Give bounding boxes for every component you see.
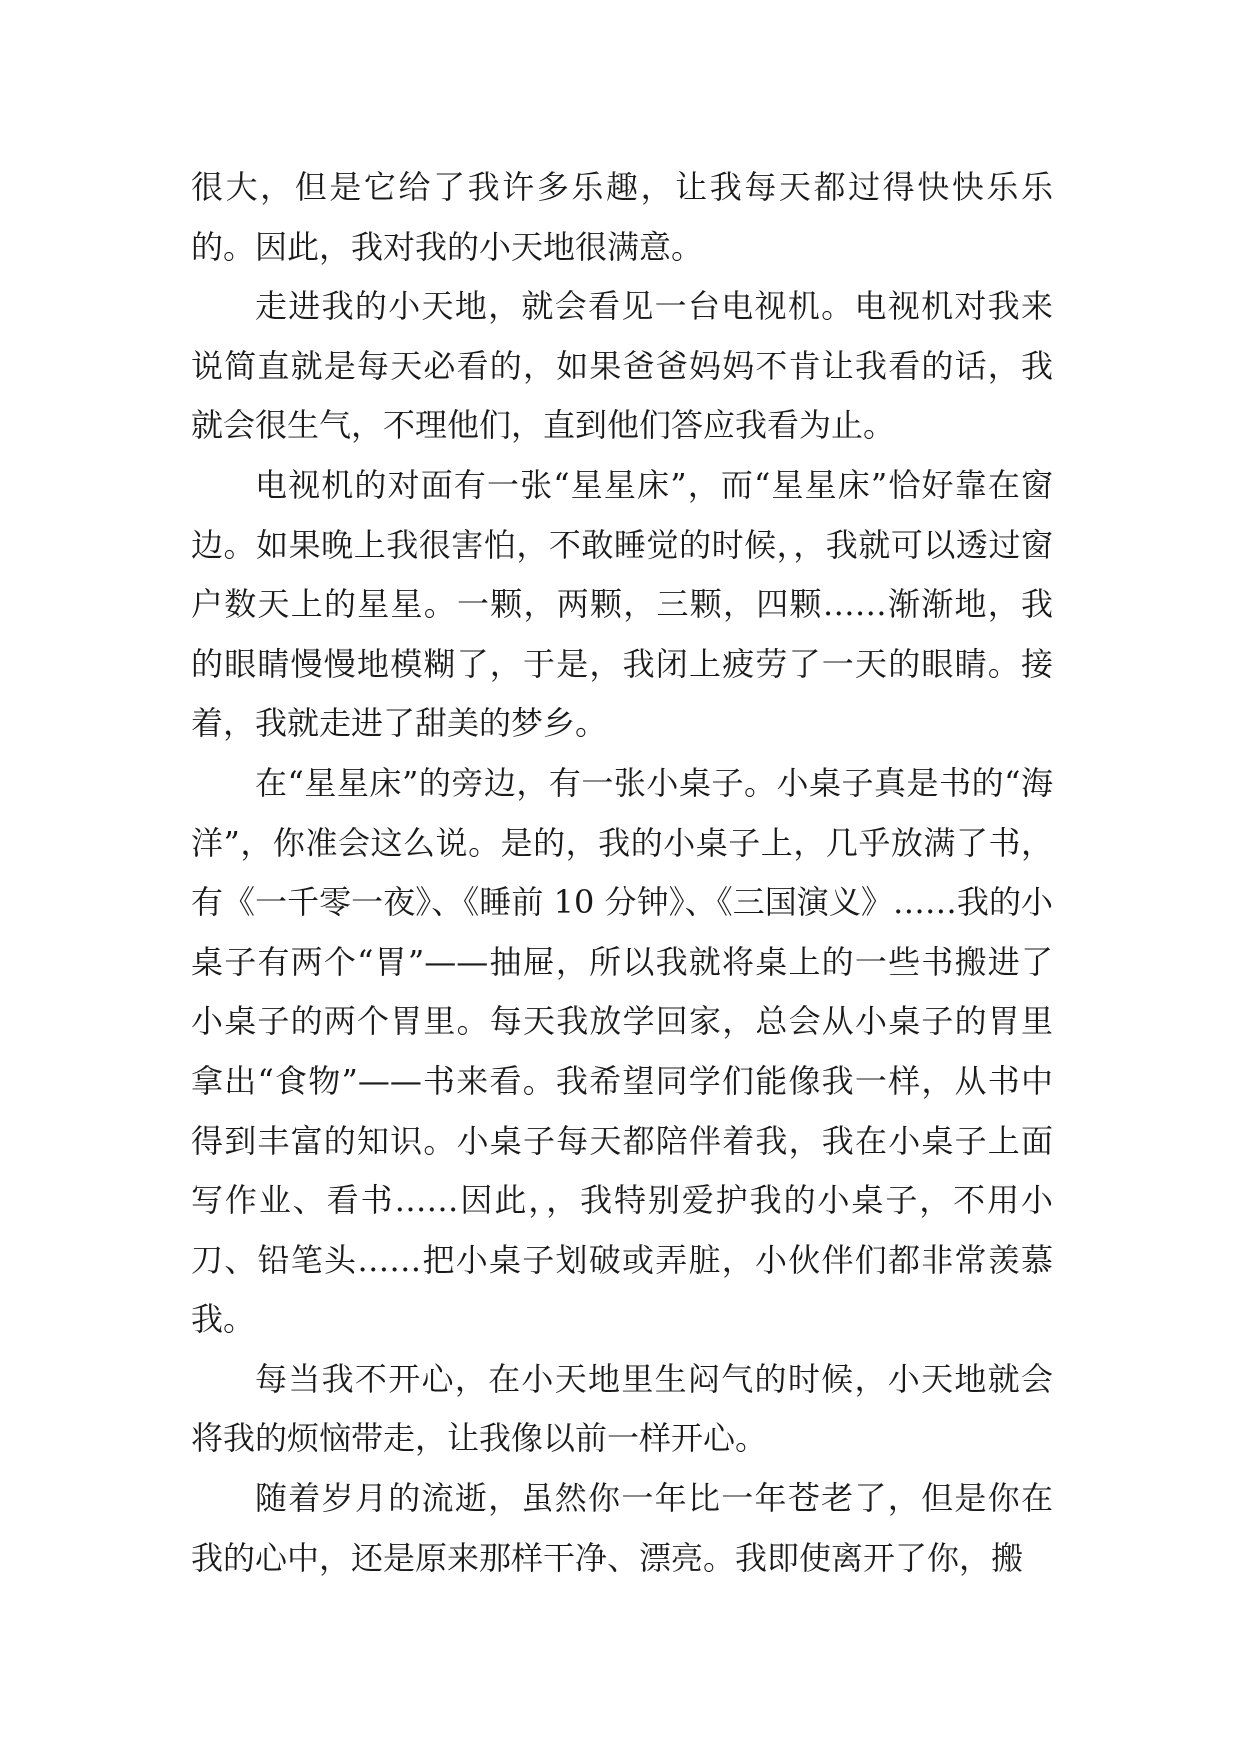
paragraph-6: 随着岁月的流逝，虽然你一年比一年苍老了，但是你在我的心中，还是原来那样干净、漂亮。我即使离开了你，搬 bbox=[191, 1479, 1053, 1577]
document-body bbox=[191, 158, 1053, 1588]
paragraph-4: 在“星星床”的旁边，有一张小桌子。小桌子真是书的“海洋”，你准会这么说。是的，我的小桌子上，几乎放满了书，有《一千零一夜》、《睡前 10 分钟》、《三国演义》……我的小桌子有两个“胃”——抽屉，所以我就将桌上的一些书搬进了小桌子的两个胃里。每天我放学回家，总会从小桌子的胃里拿出“食物”——书来看。我希望同学们能像我一样，从书中得到丰富的知识。小桌子每天都陪伴着我，我在小桌子上面写作业、看书……因此，，我特别爱护我的小桌子，不用小刀、铅笔头……把小桌子划破或弄脏，小伙伴们都非常羡慕我。 bbox=[191, 763, 1053, 1339]
paragraph-1: 很大，但是它给了我许多乐趣，让我每天都过得快快乐乐的。因此，我对我的小天地很满意。 bbox=[191, 168, 1053, 266]
paragraph-2: 走进我的小天地，就会看见一台电视机。电视机对我来说简直就是每天必看的，如果爸爸妈妈不肯让我看的话，我就会很生气，不理他们，直到他们答应我看为止。 bbox=[191, 287, 1053, 445]
paragraph-3: 电视机的对面有一张“星星床”，而“星星床”恰好靠在窗边。如果晚上我很害怕，不敢睡觉的时候，，我就可以透过窗户数天上的星星。一颗，两颗，三颗，四颗……渐渐地，我的眼睛慢慢地模糊了，于是，我闭上疲劳了一天的眼睛。接着，我就走进了甜美的梦乡。 bbox=[191, 465, 1053, 743]
paragraph-5: 每当我不开心，在小天地里生闷气的时候，小天地就会将我的烦恼带走，让我像以前一样开心。 bbox=[191, 1359, 1053, 1458]
